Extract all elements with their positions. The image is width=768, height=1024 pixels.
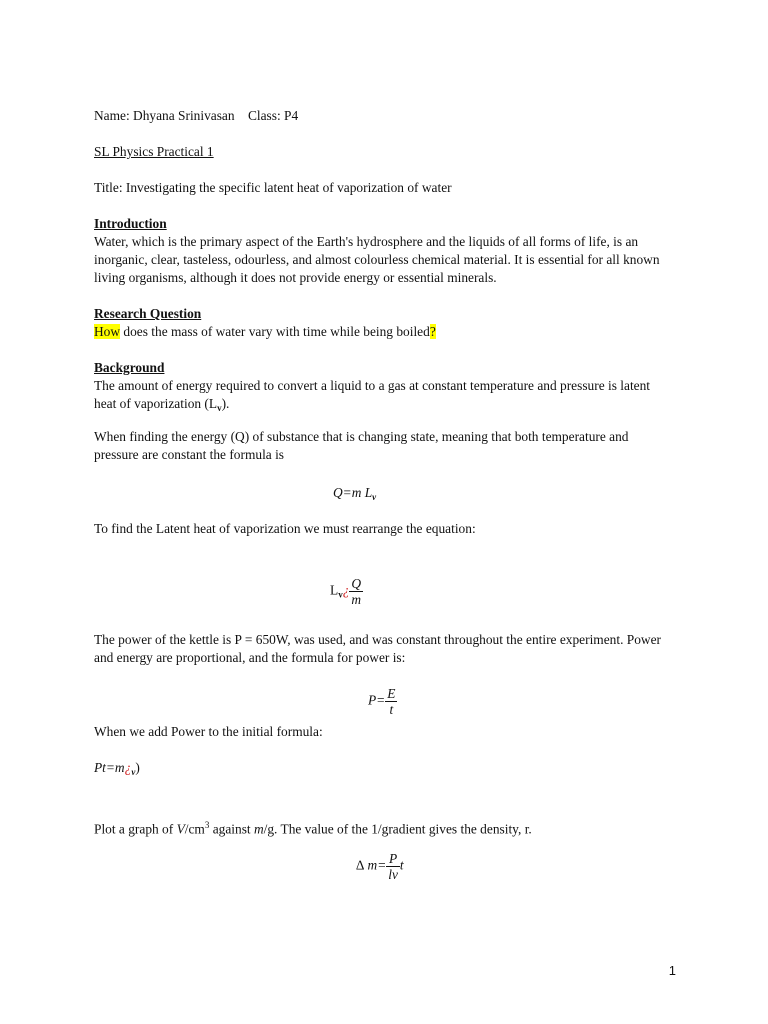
p6-sup: 3 xyxy=(204,820,210,830)
introduction-text: Water, which is the primary aspect of the Earth's hydrosphere and the liquids of all forms of life, is an inorganic, clear, tasteless, odourless, and almost colourless chemical material. It is essential for all known living organisms, although it does not provide energy or essential minerals. xyxy=(94,234,660,285)
eq2-denominator: m xyxy=(351,592,362,607)
eq3-numerator: E xyxy=(387,686,396,701)
background-paragraph-4: The power of the kettle is P = 650W, was used, and was constant throughout the entire experiment. Power and energy are proportional, and the formula for power is: xyxy=(94,632,661,665)
eq5-denominator: lv xyxy=(388,867,398,882)
eq4-end: ) xyxy=(135,760,140,775)
eq3-denominator: t xyxy=(389,702,394,717)
eq4-sub: v xyxy=(131,767,136,777)
highlight-question-mark: ? xyxy=(429,324,436,339)
eq5-rhs: t xyxy=(399,857,404,873)
practical-title xyxy=(94,143,214,161)
document-title: Title: Investigating the specific latent heat of vaporization of water xyxy=(94,180,452,195)
background-paragraph-3: To find the Latent heat of vaporization we must rearrange the equation: xyxy=(94,521,476,536)
eq1-sub: v xyxy=(372,492,377,502)
p6-d: /g. The value of the 1/gradient gives the density, r. xyxy=(263,821,532,837)
research-question-text xyxy=(94,323,436,341)
page-number: 1 xyxy=(668,963,676,978)
eq3-lhs: P= xyxy=(368,692,386,708)
p6-a: Plot a graph of xyxy=(94,821,177,837)
background-paragraph-6 xyxy=(94,816,674,838)
background-paragraph-2: When finding the energy (Q) of substance that is changing state, meaning that both temperature and pressure are constant the formula is xyxy=(94,429,629,462)
eq4-mark: ¿ xyxy=(124,760,132,775)
eq5-numerator: P xyxy=(386,851,400,867)
eq3-fraction xyxy=(385,686,397,717)
p6-b: /cm xyxy=(184,821,205,837)
introduction-heading: Introduction xyxy=(94,216,167,231)
eq2-mark: ¿ xyxy=(342,582,350,598)
equation-power xyxy=(368,686,397,717)
bg-p1-text: The amount of energy required to convert a liquid to a gas at constant temperature and pressure is latent heat of vaporization (L xyxy=(94,378,651,411)
eq2-sub: v xyxy=(338,589,343,600)
bg-p1-sub: v xyxy=(217,403,222,413)
equation-delta-m xyxy=(356,851,404,882)
p6-m: m xyxy=(253,821,264,837)
eq5-fraction xyxy=(386,851,400,882)
equation-q-ml xyxy=(333,484,376,506)
eq1-text: Q=m L xyxy=(333,485,373,500)
eq4-lhs: Pt=m xyxy=(94,760,125,775)
research-question-heading: Research Question xyxy=(94,306,202,321)
p6-c: against xyxy=(209,821,254,837)
bg-p1-end: ). xyxy=(221,396,230,411)
background-heading: Background xyxy=(94,360,165,375)
name-class-line: Name: Dhyana Srinivasan Class: P4 xyxy=(94,108,299,123)
highlight-how: How xyxy=(94,324,121,339)
background-paragraph-1 xyxy=(94,377,674,417)
background-paragraph-5: When we add Power to the initial formula: xyxy=(94,724,323,739)
eq2-fraction xyxy=(349,576,363,607)
eq2-lhs: L xyxy=(330,582,339,598)
eq2-numerator: Q xyxy=(351,576,362,591)
p6-v: V xyxy=(176,821,185,837)
eq5-lhs: ∆ m= xyxy=(356,857,387,873)
research-question-body: does the mass of water vary with time while being boiled xyxy=(120,324,430,339)
equation-lv-q-over-m xyxy=(330,576,363,607)
practical-label: SL Physics Practical 1 xyxy=(94,144,214,159)
equation-pt xyxy=(94,759,140,781)
